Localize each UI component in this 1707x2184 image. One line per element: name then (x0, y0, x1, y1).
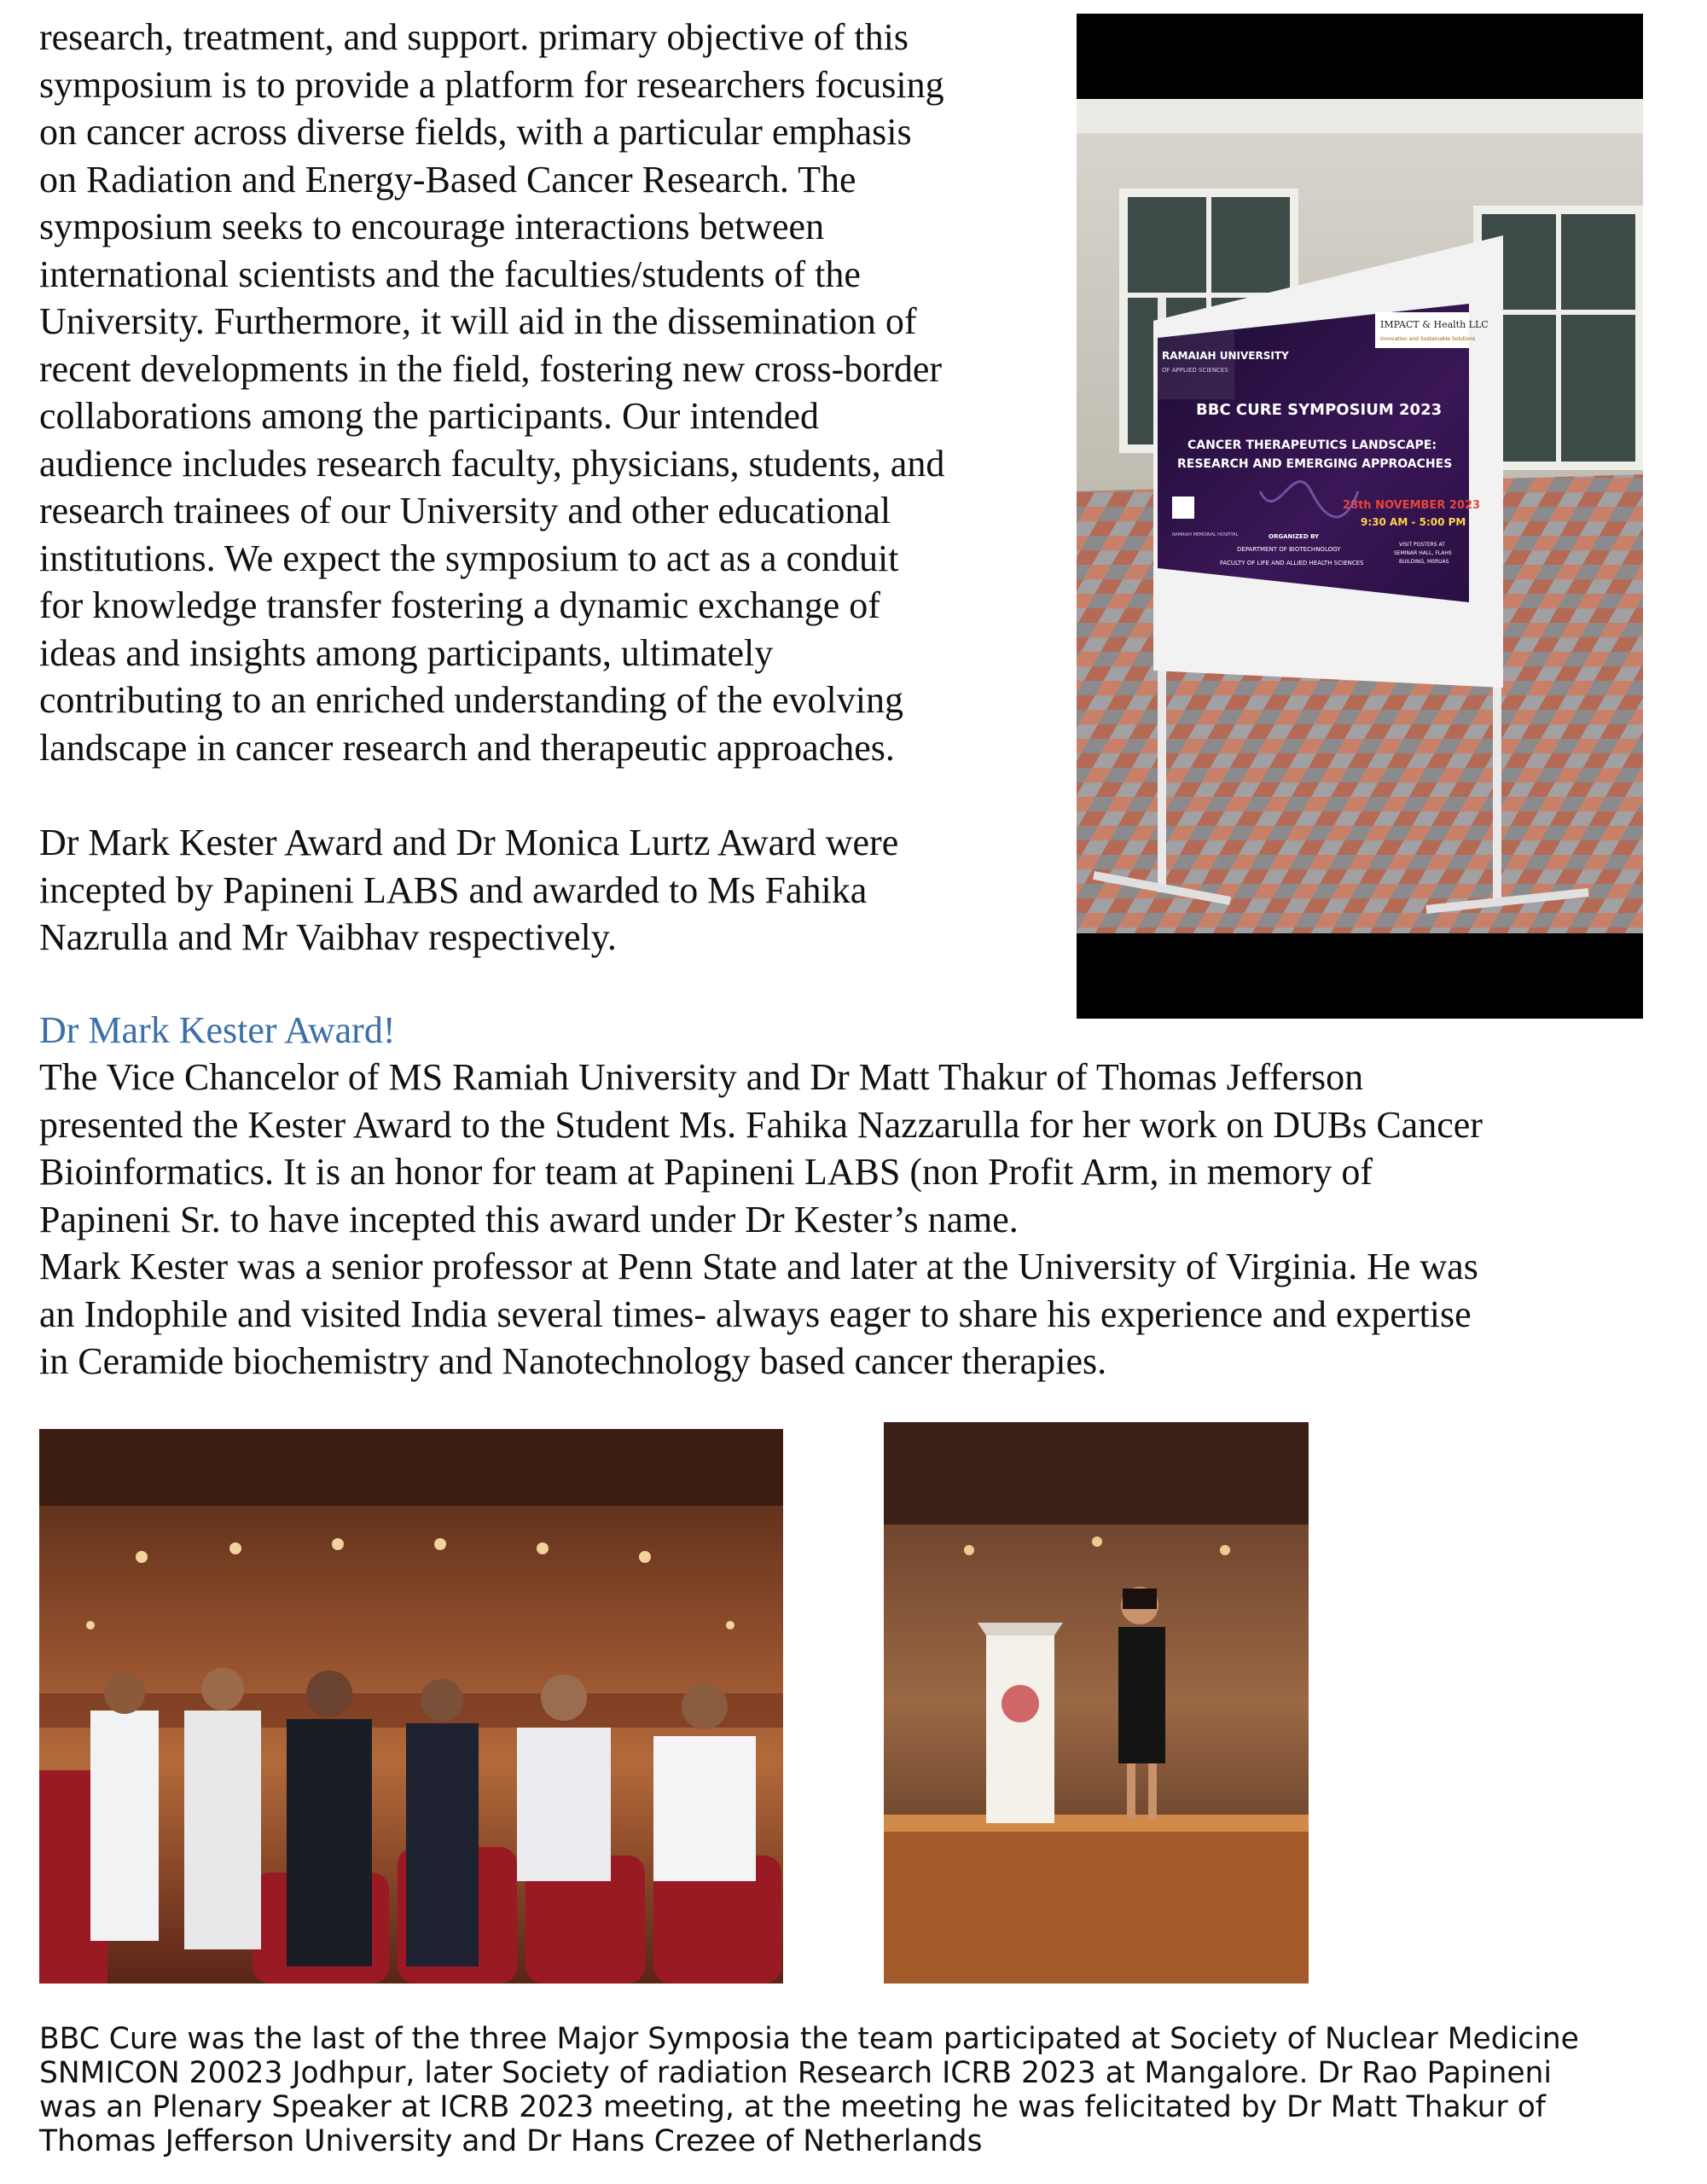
intro-line: audience includes research faculty, physicians, students, and (39, 442, 945, 485)
closing-line: was an Plenary Speaker at ICRB 2023 meeting, at the meeting he was felicitated by Dr Matt Thakur of (39, 2090, 1546, 2124)
banner-department: DEPARTMENT OF BIOTECHNOLOGY (1237, 546, 1341, 553)
awards-note-line: incepted by Papineni LABS and awarded to Ms Fahika (39, 868, 868, 911)
award-heading: Dr Mark Kester Award! (39, 1009, 396, 1051)
award-body-paragraph (39, 1054, 1694, 1385)
banner-organized-by: ORGANIZED BY (1269, 533, 1320, 540)
award-body-line: The Vice Chancelor of MS Ramiah University and Dr Matt Thakur of Thomas Jefferson (39, 1056, 1364, 1098)
intro-paragraph (39, 14, 1063, 771)
banner-partner-name: IMPACT & Health LLC (1380, 319, 1489, 330)
banner-event-title: BBC CURE SYMPOSIUM 2023 (1196, 401, 1443, 419)
banner-hospital: RAMAIAH MEMORIAL HOSPITAL (1172, 532, 1239, 537)
closing-line: BBC Cure was the last of the three Major Symposia the team participated at Society of Nuclear Medicine (39, 2022, 1579, 2056)
intro-line: landscape in cancer research and therapeutic approaches. (39, 726, 895, 769)
banner-visit-line2: SEMINAR HALL, FLAHS (1394, 550, 1452, 556)
award-body-line: in Ceramide biochemistry and Nanotechnology based cancer therapies. (39, 1340, 1107, 1382)
closing-line: Thomas Jefferson University and Dr Hans Crezee of Netherlands (39, 2124, 983, 2158)
group-photo (39, 1429, 783, 1984)
intro-line: international scientists and the faculties/students of the (39, 253, 861, 295)
qr-code-icon (1172, 497, 1194, 519)
intro-line: symposium is to provide a platform for researchers focusing (39, 63, 944, 106)
closing-line: SNMICON 20023 Jodhpur, later Society of radiation Research ICRB 2023 at Mangalore. Dr Rao Papineni (39, 2056, 1553, 2090)
banner-date: 28th NOVEMBER 2023 (1343, 499, 1481, 512)
intro-line: research, treatment, and support. primary objective of this (39, 16, 909, 58)
intro-line: research trainees of our University and other educational (39, 490, 891, 531)
intro-line: symposium seeks to encourage interactions between (39, 206, 825, 247)
intro-line: recent developments in the field, fostering new cross-border (39, 347, 943, 390)
banner-theme-line1: CANCER THERAPEUTICS LANDSCAPE: (1187, 439, 1437, 452)
intro-line: contributing to an enriched understanding of the evolving (39, 679, 903, 721)
speaker-photo (884, 1422, 1309, 1984)
award-body-line: an Indophile and visited India several times- always eager to share his experience and expertise (39, 1292, 1472, 1335)
closing-paragraph (39, 2022, 1686, 2158)
award-body-line: Bioinformatics. It is an honor for team at Papineni LABS (non Profit Arm, in memory of (39, 1151, 1373, 1193)
award-body-line: presented the Kester Award to the Student Ms. Fahika Nazzarulla for her work on DUBs Cancer (39, 1103, 1483, 1146)
banner-partner-sub: Innovation and Sustainable Solutions (1380, 336, 1476, 342)
intro-line: on cancer across diverse fields, with a particular emphasis (39, 111, 912, 153)
banner-theme-line2: RESEARCH AND EMERGING APPROACHES (1177, 457, 1453, 471)
awards-note-line: Dr Mark Kester Award and Dr Monica Lurtz Award were (39, 822, 899, 863)
banner-visit-line3: BUILDING, MSRUAS (1399, 559, 1449, 565)
group-photo-illustration (39, 1429, 783, 1984)
intro-line: collaborations among the participants. Our intended (39, 395, 819, 437)
banner-visit-line1: VISIT POSTERS AT (1399, 542, 1445, 548)
intro-line: on Radiation and Energy-Based Cancer Research. The (39, 158, 856, 200)
symposium-banner (1158, 304, 1489, 602)
intro-line: institutions. We expect the symposium to act as a conduit (39, 537, 899, 579)
symposium-banner-photo (1077, 14, 1643, 1019)
banner-university-sub: OF APPLIED SCIENCES (1162, 367, 1228, 374)
award-body-line: Papineni Sr. to have incepted this award under Dr Kester’s name. (39, 1198, 1019, 1240)
banner-university-name: RAMAIAH UNIVERSITY (1162, 350, 1289, 362)
banner-photo-illustration (1077, 14, 1643, 1019)
intro-line: University. Furthermore, it will aid in the dissemination of (39, 300, 917, 342)
award-body-line: Mark Kester was a senior professor at Penn State and later at the University of Virginia. He was (39, 1246, 1478, 1287)
intro-line: ideas and insights among participants, ultimately (39, 631, 774, 674)
podium-emblem-icon (1002, 1685, 1039, 1722)
intro-line: for knowledge transfer fostering a dynamic exchange of (39, 584, 880, 626)
banner-time: 9:30 AM - 5:00 PM (1361, 516, 1466, 528)
awards-note-paragraph (39, 819, 1063, 961)
banner-faculty: FACULTY OF LIFE AND ALLIED HEALTH SCIENCES (1220, 560, 1364, 566)
awards-note-line: Nazrulla and Mr Vaibhav respectively. (39, 916, 617, 958)
speaker-photo-illustration (884, 1422, 1309, 1984)
